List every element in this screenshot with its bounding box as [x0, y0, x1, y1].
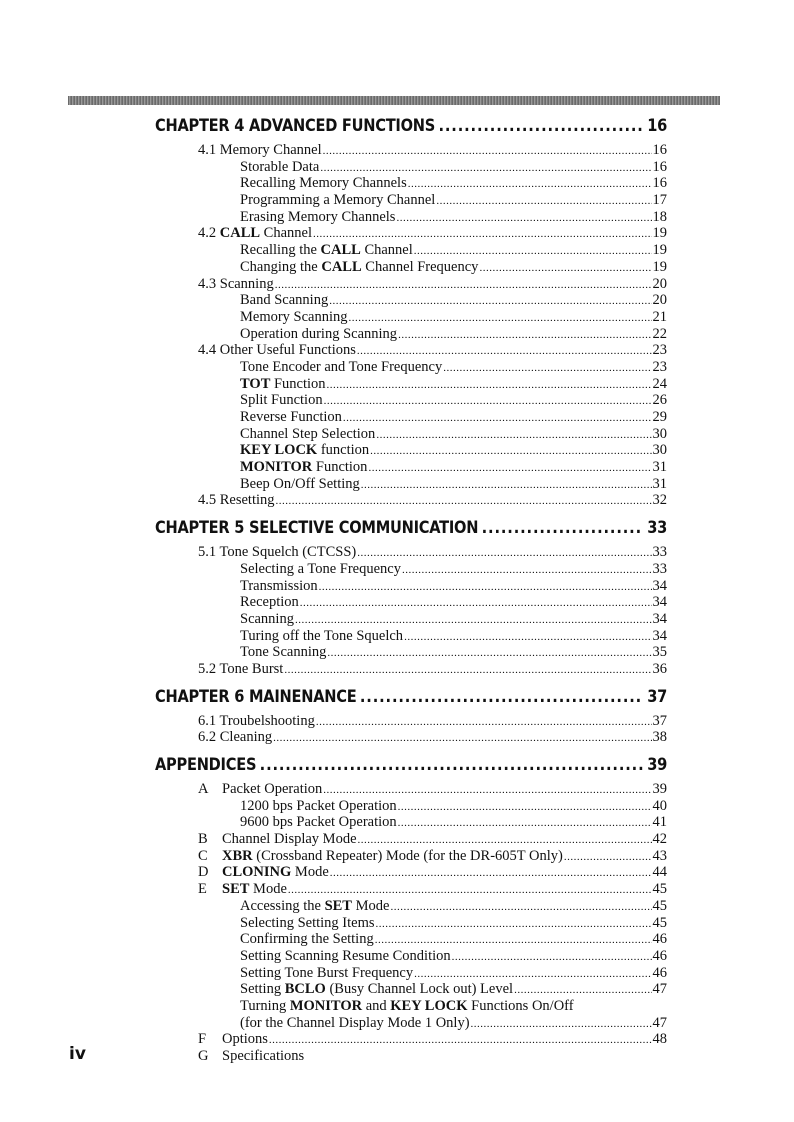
appendix-letter: F [198, 1031, 207, 1048]
leader-dots [357, 345, 652, 357]
leader-dots [452, 951, 652, 963]
entry-page: 24 [652, 375, 667, 392]
entry-page: 31 [652, 475, 667, 492]
leader-dots [284, 664, 651, 676]
entry-keyword: CALL [320, 242, 361, 259]
chapter-heading [155, 755, 667, 781]
toc-entry [155, 276, 667, 293]
chapter-page: 33 [647, 518, 668, 539]
entry-title: Programming a Memory Channel [240, 192, 436, 209]
toc-entry [155, 359, 667, 376]
leader-dots [276, 495, 652, 507]
entry-title [240, 242, 413, 259]
entry-text: Changing the [240, 258, 322, 275]
entry-page: 35 [652, 644, 667, 661]
toc-entry [155, 781, 667, 798]
entry-page: 19 [652, 242, 667, 259]
toc-entry [155, 729, 667, 746]
entry-keyword: CALL [219, 225, 261, 242]
entry-title: Packet Operation [222, 781, 323, 797]
toc-entry [155, 1015, 667, 1032]
leader-dots [273, 732, 651, 744]
entry-title: (for the Channel Display Mode 1 Only) [240, 1014, 470, 1031]
entry-title: Scanning [240, 610, 294, 627]
entry-page: 33 [652, 544, 667, 561]
leader-dots [343, 412, 652, 424]
toc-entry [155, 848, 667, 865]
entry-page: 46 [652, 931, 667, 948]
toc-entry [155, 159, 667, 176]
toc-entry [155, 915, 667, 932]
entry-title: Selecting Setting Items [240, 914, 375, 931]
entry-text: and [362, 997, 391, 1014]
appendix-letter: D [198, 864, 209, 881]
entry-page: 43 [652, 847, 667, 864]
entry-text: (Crossband Repeater) Mode (for the DR-605T Only) [252, 847, 563, 864]
leader-dots [313, 228, 652, 240]
leader-dots [414, 245, 652, 257]
entry-text: Function [270, 375, 326, 392]
appendix-letter: G [198, 1048, 209, 1064]
entry-text: function [317, 442, 370, 459]
entry-title [222, 848, 563, 865]
entry-page: 40 [652, 797, 667, 814]
entry-text: Function [312, 459, 368, 476]
toc-entry [155, 948, 667, 965]
leader-dots [404, 631, 651, 643]
leader-dots [443, 362, 651, 374]
chapter-page: 37 [647, 686, 668, 707]
entry-title: Erasing Memory Channels [240, 208, 396, 225]
entry-title: 6.2 Cleaning [198, 729, 273, 746]
entry-text: Recalling the [240, 242, 321, 259]
chapter-heading [155, 518, 667, 544]
entry-title: Recalling Memory Channels [240, 175, 407, 192]
entry-page: 36 [652, 660, 667, 677]
chapter-title: CHAPTER 4 ADVANCED FUNCTIONS [155, 116, 436, 136]
entry-title: Split Function [240, 392, 323, 409]
entry-keyword: XBR [222, 847, 253, 864]
toc-entry [155, 594, 667, 611]
toc-entry [155, 426, 667, 443]
chapter-title: CHAPTER 5 SELECTIVE COMMUNICATION [155, 518, 479, 539]
entry-title: Tone Scanning [240, 644, 327, 661]
entry-page: 17 [652, 192, 667, 209]
entry-page: 38 [652, 729, 667, 746]
toc-entry [155, 544, 667, 561]
toc-entry [155, 931, 667, 948]
toc-entry [155, 561, 667, 578]
entry-title: Channel Display Mode [222, 831, 357, 848]
toc-entry [155, 881, 667, 898]
chapter-heading [155, 687, 667, 713]
toc-entry [155, 292, 667, 309]
entry-page: 47 [652, 1014, 667, 1031]
entry-page: 20 [652, 275, 667, 292]
entry-page: 46 [652, 964, 667, 981]
leader-dots [316, 716, 652, 728]
entry-page: 34 [652, 610, 667, 627]
appendix-letter: A [198, 781, 209, 797]
chapter-page: 39 [647, 755, 668, 775]
leader-dots [327, 379, 652, 391]
entry-title: 1200 bps Packet Operation [240, 797, 397, 814]
leader-dots [269, 1034, 652, 1046]
toc-entry [155, 644, 667, 661]
toc-entry [155, 965, 667, 982]
toc-entry [155, 342, 667, 359]
entry-page: 47 [652, 981, 667, 998]
entry-title: 9600 bps Packet Operation [240, 814, 397, 831]
entry-page: 26 [652, 392, 667, 409]
entry-keyword: CLONING [222, 864, 292, 881]
leader-dots [398, 801, 652, 813]
entry-title: Tone Encoder and Tone Frequency [240, 358, 443, 375]
entry-page: 21 [652, 308, 667, 325]
entry-page: 32 [652, 492, 667, 509]
entry-title [240, 459, 367, 476]
entry-page: 30 [652, 425, 667, 442]
toc-entry [155, 392, 667, 409]
entry-page: 20 [652, 292, 667, 309]
leader-dots [390, 901, 651, 913]
entry-title: 6.1 Troubelshooting [198, 712, 315, 729]
entry-title: Memory Scanning [240, 308, 348, 325]
entry-page: 33 [652, 560, 667, 577]
entry-keyword: KEY LOCK [240, 442, 318, 459]
toc-entry [155, 259, 667, 276]
toc-entry [155, 814, 667, 831]
leader-dots [300, 597, 652, 609]
leader-dots [479, 262, 651, 274]
entry-title: 5.1 Tone Squelch (CTCSS) [198, 544, 357, 561]
entry-keyword: MONITOR [240, 459, 313, 476]
page-number: iv [69, 1044, 86, 1064]
entry-page: 31 [652, 459, 667, 476]
entry-title [222, 881, 287, 898]
toc-entry [155, 175, 667, 192]
leader-dots [402, 564, 652, 576]
entry-title: Reception [240, 594, 299, 611]
entry-title [240, 259, 478, 276]
toc-entry [155, 376, 667, 393]
entry-title: Channel Step Selection [240, 425, 376, 442]
entry-page: 29 [652, 409, 667, 425]
entry-title: Storable Data [240, 158, 320, 175]
entry-title: Setting Tone Burst Frequency [240, 964, 414, 981]
appendix-letter: C [198, 847, 208, 864]
entry-title: Options [222, 1031, 268, 1048]
entry-title: 4.4 Other Useful Functions [198, 342, 356, 359]
toc-entry [155, 192, 667, 209]
toc-entry [155, 831, 667, 848]
entry-title [198, 225, 312, 242]
leader-dots [349, 312, 652, 324]
entry-text: Mode [291, 864, 329, 881]
toc-entry [155, 442, 667, 459]
entry-page: 48 [652, 1031, 667, 1048]
entry-page: 23 [652, 358, 667, 375]
toc-entry [155, 798, 667, 815]
entry-text: Channel [260, 225, 312, 242]
entry-keyword: BCLO [284, 981, 326, 998]
entry-page: 18 [652, 208, 667, 225]
entry-title: Transmission [240, 577, 318, 594]
entry-title: 5.2 Tone Burst [198, 660, 284, 677]
entry-text: Channel Frequency [361, 258, 479, 275]
entry-title [240, 898, 389, 915]
leader-dots [376, 918, 652, 930]
header-rule [68, 96, 720, 105]
entry-keyword: KEY LOCK [390, 997, 468, 1014]
entry-keyword: SET [222, 881, 250, 898]
toc-entry [155, 611, 667, 628]
entry-text: Turning [240, 997, 290, 1014]
entry-title: 4.3 Scanning [198, 275, 274, 292]
entry-keyword: CALL [321, 258, 362, 275]
toc-entry [155, 476, 667, 493]
leader-dots [288, 884, 652, 896]
toc-entry [155, 898, 667, 915]
leader-dots [320, 162, 651, 174]
toc-entry [155, 309, 667, 326]
leader-dots [260, 755, 644, 775]
toc-entry [155, 864, 667, 881]
entry-page: 45 [652, 881, 667, 898]
leader-dots [414, 968, 651, 980]
entry-text: Mode [351, 897, 390, 914]
leader-dots [295, 614, 652, 626]
entry-text: Functions On/Off [467, 997, 574, 1014]
entry-page: 45 [652, 897, 667, 914]
toc-entry [155, 492, 667, 509]
leader-dots [319, 581, 652, 593]
toc-entry [155, 409, 667, 426]
entry-title: Band Scanning [240, 292, 329, 309]
leader-dots [327, 647, 651, 659]
leader-dots [361, 479, 652, 491]
entry-text: (Busy Channel Lock out) Level [325, 981, 514, 998]
entry-page: 34 [652, 627, 667, 644]
leader-dots [396, 212, 651, 224]
toc-entry [155, 1031, 667, 1048]
appendix-letter: B [198, 831, 208, 848]
entry-page: 16 [652, 142, 667, 158]
entry-text: Setting [240, 981, 285, 998]
entry-keyword: MONITOR [289, 997, 363, 1014]
leader-dots [482, 518, 644, 538]
entry-page: 16 [652, 158, 667, 175]
toc-entry [155, 661, 667, 678]
entry-page: 37 [652, 712, 667, 729]
entry-title: 4.1 Memory Channel [198, 142, 322, 158]
leader-dots [471, 1018, 652, 1030]
entry-title: Setting Scanning Resume Condition [240, 947, 451, 964]
chapter-title: CHAPTER 6 MAINENANCE [155, 686, 357, 707]
leader-dots [376, 429, 651, 441]
entry-page: 34 [652, 594, 667, 611]
entry-page: 46 [652, 947, 667, 964]
entry-title [240, 442, 369, 459]
entry-page: 44 [652, 864, 667, 881]
chapter-title: APPENDICES [155, 755, 257, 775]
entry-page: 45 [652, 914, 667, 931]
toc-entry [155, 225, 667, 242]
entry-keyword: TOT [240, 375, 271, 392]
entry-text: 4.2 [198, 225, 220, 242]
entry-title [240, 981, 513, 998]
entry-text: Accessing the [240, 897, 325, 914]
leader-dots [324, 395, 652, 407]
leader-dots [323, 145, 652, 157]
entry-keyword: SET [324, 897, 352, 914]
leader-dots [358, 834, 652, 846]
chapter-heading [155, 116, 667, 142]
entry-page: 16 [652, 175, 667, 192]
leader-dots [357, 547, 651, 559]
entry-title [222, 864, 329, 881]
leader-dots [329, 295, 651, 307]
toc-entry [155, 998, 667, 1015]
toc-entry [155, 142, 667, 159]
leader-dots [275, 279, 652, 291]
entry-title: Operation during Scanning [240, 325, 398, 342]
toc-entry [155, 713, 667, 730]
leader-dots [398, 817, 652, 829]
leader-dots [514, 984, 651, 996]
entry-page: 19 [652, 258, 667, 275]
entry-title: Specifications [222, 1048, 305, 1064]
entry-page: 34 [652, 577, 667, 594]
leader-dots [360, 687, 644, 707]
entry-title [240, 376, 326, 393]
entry-text: Channel [360, 242, 413, 259]
toc-entry [155, 459, 667, 476]
entry-title: Selecting a Tone Frequency [240, 560, 401, 577]
entry-page: 42 [652, 831, 667, 848]
leader-dots [375, 934, 652, 946]
entry-page: 22 [652, 325, 667, 342]
leader-dots [438, 116, 643, 136]
chapter-page: 16 [647, 116, 668, 136]
leader-dots [398, 329, 651, 341]
leader-dots [436, 195, 651, 207]
appendix-letter: E [198, 881, 207, 898]
entry-page: 19 [652, 225, 667, 242]
entry-title: 4.5 Resetting [198, 492, 275, 509]
entry-title: Turing off the Tone Squelch [240, 627, 404, 644]
entry-page: 41 [652, 814, 667, 831]
entry-title: Beep On/Off Setting [240, 475, 360, 492]
leader-dots [408, 178, 652, 190]
toc-entry [155, 981, 667, 998]
leader-dots [330, 867, 652, 879]
entry-page: 39 [652, 781, 667, 797]
leader-dots [323, 784, 651, 796]
toc-entry [155, 578, 667, 595]
leader-dots [370, 445, 651, 457]
leader-dots [368, 462, 651, 474]
entry-text: Mode [249, 881, 287, 898]
entry-page: 30 [652, 442, 667, 459]
leader-dots [564, 851, 652, 863]
toc-entry [155, 326, 667, 343]
toc-entry [155, 209, 667, 226]
entry-title: Confirming the Setting [240, 931, 374, 948]
table-of-contents [155, 116, 667, 1065]
entry-title: Reverse Function [240, 409, 342, 425]
toc-entry [155, 242, 667, 259]
toc-entry [155, 1048, 667, 1065]
toc-entry [155, 628, 667, 645]
entry-page: 23 [652, 342, 667, 359]
